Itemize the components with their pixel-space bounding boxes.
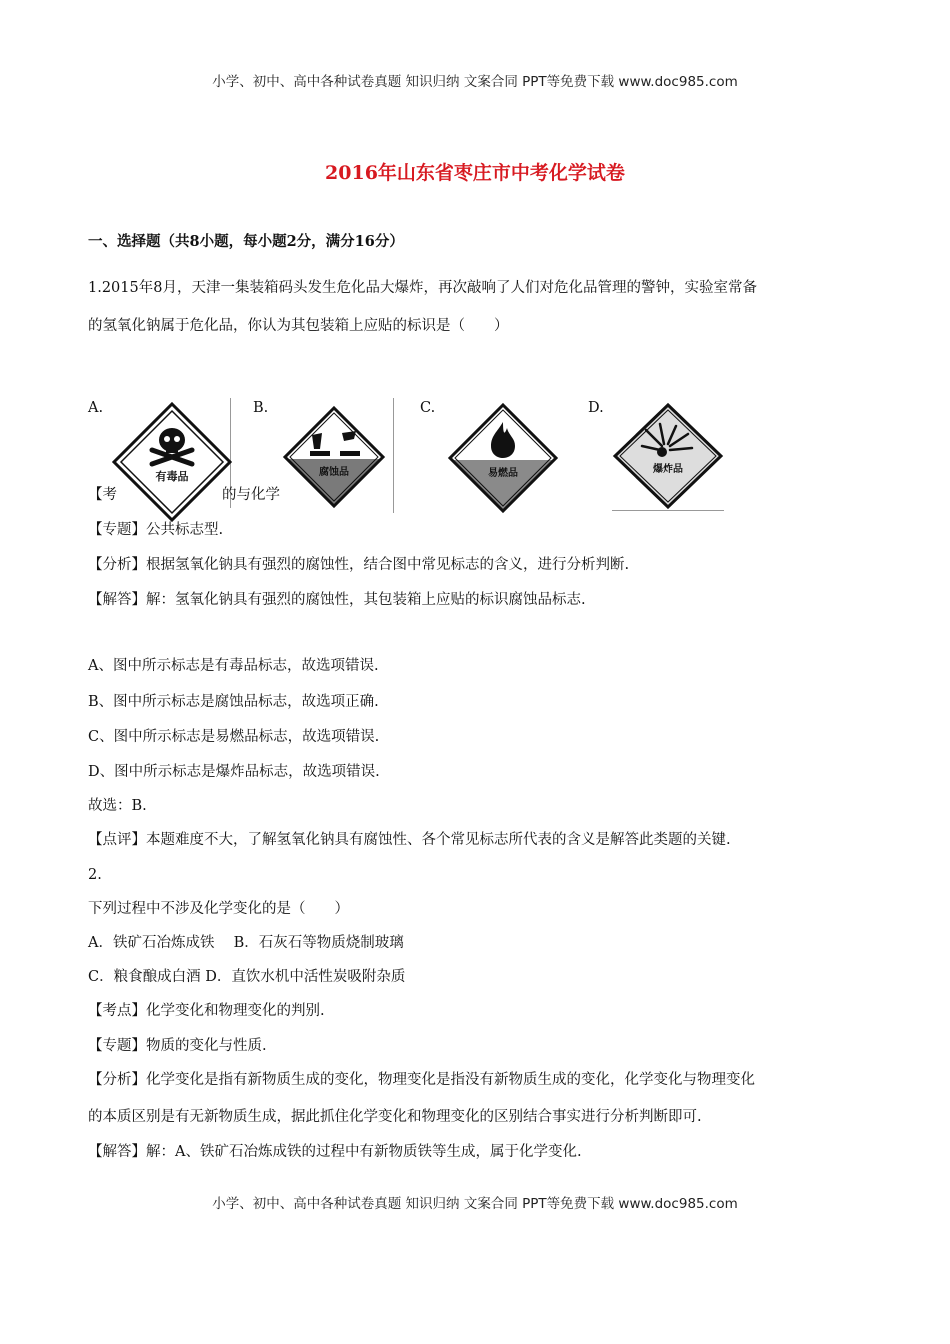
q1-answer-a: A、图中所示标志是有毒品标志，故选项错误. [88,658,379,674]
page-title: 2016年山东省枣庄市中考化学试卷 [325,162,625,184]
option-d-label: D. [588,400,604,416]
sign-b-text: 腐蚀品 [319,467,349,478]
q1-fenxi: 【分析】根据氢氧化钠具有强烈的腐蚀性，结合图中常见标志的含义，进行分析判断. [88,557,630,573]
q1-answer-c: C、图中所示标志是易燃品标志，故选项错误. [88,729,380,745]
q1-kaodian-tail: 的与化学 [222,487,280,503]
image-frame-edge [393,398,394,513]
sign-d-text: 爆炸品 [653,464,683,475]
option-c-label: C. [420,400,436,416]
q2-number: 2. [88,867,102,883]
q2-fenxi-line1: 【分析】化学变化是指有新物质生成的变化，物理变化是指没有新物质生成的变化，化学变化与物理变化 [88,1072,755,1088]
image-frame-edge [612,510,724,511]
corrosive-sign-icon [282,405,386,509]
q2-jieda: 【解答】解：A、铁矿石冶炼成铁的过程中有新物质铁等生成，属于化学变化. [88,1144,582,1160]
flammable-sign-icon [447,402,559,514]
q2-zhuanti: 【专题】物质的变化与性质. [88,1038,267,1054]
option-b-label: B. [253,400,269,416]
q1-answer-b: B、图中所示标志是腐蚀品标志，故选项正确. [88,694,379,710]
q1-kaodian-partial: 【考 [88,487,117,503]
section-heading: 一、选择题（共8小题，每小题2分，满分16分） [88,233,404,250]
explosive-sign-icon [612,402,724,510]
option-a-label: A. [88,400,104,416]
q2-fenxi-line2: 的本质区别是有无新物质生成，据此抓住化学变化和物理变化的区别结合事实进行分析判断即可. [88,1109,702,1125]
q2-options-ab: A．铁矿石冶炼成铁 B．石灰石等物质烧制玻璃 [88,935,404,951]
q1-choice: 故选：B. [88,798,147,814]
q1-stem-line2: 的氢氧化钠属于危化品，你认为其包装箱上应贴的标识是（ ） [88,318,509,334]
q1-dianping: 【点评】本题难度不大，了解氢氧化钠具有腐蚀性、各个常见标志所代表的含义是解答此类题的关键. [88,832,731,848]
q2-kaodian: 【考点】化学变化和物理变化的判别. [88,1003,325,1019]
q1-answer-d: D、图中所示标志是爆炸品标志，故选项错误. [88,764,380,780]
page-footer: 小学、初中、高中各种试卷真题 知识归纳 文案合同 PPT等免费下载 www.doc985.com [212,1196,738,1212]
page-header: 小学、初中、高中各种试卷真题 知识归纳 文案合同 PPT等免费下载 www.doc985.com [212,74,738,90]
sign-c-text: 易燃品 [488,468,518,479]
q2-options-cd: C．粮食酿成白酒 D．直饮水机中活性炭吸附杂质 [88,969,406,985]
toxic-sign-icon [112,402,232,522]
q1-stem-line1: 1.2015年8月，天津一集装箱码头发生危化品大爆炸，再次敲响了人们对危化品管理的警钟，实验室常备 [88,280,757,296]
q1-zhuanti: 【专题】公共标志型. [88,522,224,538]
q2-stem: 下列过程中不涉及化学变化的是（ ） [88,901,349,917]
sign-a-text: 有毒品 [155,470,189,483]
q1-jieda: 【解答】解：氢氧化钠具有强烈的腐蚀性，其包装箱上应贴的标识腐蚀品标志. [88,592,586,608]
